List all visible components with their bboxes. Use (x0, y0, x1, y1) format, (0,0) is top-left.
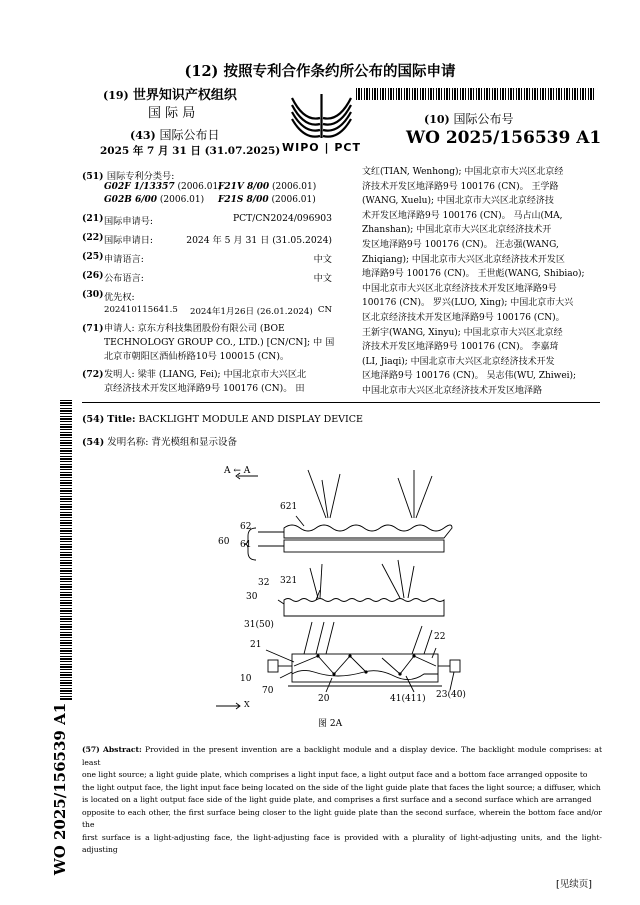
ipc-line-3 (104, 195, 204, 205)
field-72 (82, 368, 337, 396)
ipc-line-2 (218, 182, 316, 192)
title-en-label: Title: (107, 414, 136, 425)
abstract-line: first surface is a light-adjusting face, the light-adjusting face is provided with a plurality of light-adjusting units, and the light-adjusting (82, 832, 602, 854)
field-51 (82, 168, 174, 182)
field-30-number: (30) (82, 289, 104, 300)
inventor-line-2: 京经济技术开发区地泽路9号 100176 (CN)。 田 (104, 383, 305, 394)
fig-label-321: 321 (280, 576, 298, 586)
ipc-line-1 (104, 182, 222, 192)
priority-app-number: 202410115641.5 (104, 305, 178, 315)
inventors-right-column (362, 165, 602, 399)
priority-country: CN (317, 305, 332, 315)
org-name: 世界知识产权组织 (132, 88, 237, 103)
field-72-number: (72) (82, 369, 104, 380)
abstract-line: one light source; a light guide plate, which comprises a light input face, a light output face and a bottom face arranged opposite to (82, 770, 588, 779)
inventor-text-line: 王新宇(WANG, Xinyu); 中国北京市大兴区北京经 (362, 327, 563, 338)
inventor-text-line: 中国北京市大兴区北京经济技术开发区地泽路9号 (362, 283, 557, 294)
priority-row (104, 305, 332, 315)
field-22 (82, 232, 332, 246)
pubdate-label: 国际公布日 (159, 128, 220, 142)
field-21-number: (21) (82, 213, 104, 224)
abstract-line: the light output face, the light input face being located on the side of the light guide plate that faces the light source; a diffuser, which (82, 782, 601, 792)
title-zh-number: (54) (82, 437, 105, 448)
abstract-number: (57) (82, 745, 100, 754)
fig-label-21: 21 (250, 640, 262, 650)
abstract-line: is located on a light output face side of the light guide plate, and comprises a first surface and a second surface which are arranged (82, 795, 592, 804)
fig-label-60: 60 (218, 537, 230, 547)
section-divider (82, 402, 600, 403)
inventor-text-line: Zhanshan); 中国北京市大兴区北京经济技术开 (362, 225, 552, 236)
inventor-text-line: 术开发区地泽路9号 100176 (CN)。 马占山(MA, (362, 210, 563, 221)
applicant-line-2: TECHNOLOGY GROUP CO., LTD.) [CN/CN]; 中 国 (104, 337, 335, 348)
title-en (82, 414, 363, 425)
ipc-line-4 (218, 195, 316, 205)
field-51-label: 国际专利分类号: (106, 171, 175, 182)
pubno-label: 国际公布号 (453, 112, 514, 126)
inventor-text-line: 100176 (CN)。 罗兴(LUO, Xing); 中国北京市大兴 (362, 298, 574, 309)
fig-label-23: 23(40) (436, 690, 466, 700)
ipc-4-date: (2006.01) (271, 195, 316, 205)
field-25-number: (25) (82, 251, 104, 262)
continued-footer: [见续页] (556, 879, 592, 890)
applicant-line-1: 申请人: 京东方科技集团股份有限公司 (BOE (104, 323, 285, 334)
title-en-number: (54) (82, 414, 105, 425)
wipo-logo (274, 88, 369, 158)
inventor-text-line: 济技术开发区地泽路9号 100176 (CN)。 王学路 (362, 181, 559, 192)
field-22-value: 2024 年 5 月 31 日 (31.05.2024) (186, 235, 332, 246)
field-30 (82, 289, 332, 303)
field-25-value: 中文 (313, 254, 332, 265)
inventor-text-line: (LI, Jiaqi); 中国北京市大兴区北京经济技术开发 (362, 356, 555, 367)
abstract-line: opposite to each other, the first surface being closer to the light guide plate than the second surface, wherein the bottom face and/or the (82, 807, 602, 829)
inventor-text-line: 区北京经济技术开发区地泽路9号 100176 (CN)。 (362, 312, 565, 323)
title-en-text: BACKLIGHT MODULE AND DISPLAY DEVICE (138, 414, 363, 425)
priority-date: 2024年1月26日 (26.01.2024) (190, 307, 313, 317)
fig-label-10: 10 (240, 674, 252, 684)
inventor-text-line: 发区地泽路9号 100176 (CN)。 汪志强(WANG, (362, 239, 559, 250)
field-71 (82, 322, 337, 364)
ipc-3: G02B 6/00 (104, 195, 158, 205)
title-zh-text: 背光模组和显示设备 (151, 437, 237, 448)
inventor-text-line: 文红(TIAN, Wenhong); 中国北京市大兴区北京经 (362, 167, 564, 177)
pubno-label-block (424, 110, 514, 127)
ipc-4: F21S 8/00 (218, 195, 269, 205)
field-26-label: 公布语言: (104, 273, 144, 284)
fig-label-32: 32 (258, 578, 270, 588)
ipc-2: F21V 8/00 (218, 182, 270, 192)
fig-label-62: 62 (240, 522, 252, 532)
pubno-number: (10) (424, 113, 450, 126)
fig-label-61: 61 (240, 540, 252, 550)
field-30-label: 优先权: (104, 292, 135, 303)
inventor-text-line: 济技术开发区地泽路9号 100176 (CN)。 李嘉琦 (362, 342, 559, 353)
figure-2a (200, 460, 490, 715)
title-zh (82, 434, 237, 448)
abstract (82, 744, 602, 857)
abstract-label: Abstract: (102, 745, 142, 754)
fig-label-41: 41(411) (390, 694, 426, 704)
field-26-number: (26) (82, 270, 104, 281)
side-barcode (60, 400, 72, 700)
fig-label-70: 70 (262, 686, 274, 696)
fig-label-20: 20 (318, 694, 330, 704)
figure-caption: 图 2A (318, 719, 343, 729)
fig-label-aa: A ← A (224, 466, 251, 476)
ipc-2-date: (2006.01) (271, 182, 317, 192)
applicant-line-3: 北京市朝阳区酒仙桥路10号 100015 (CN)。 (104, 351, 290, 362)
fig-label-621: 621 (280, 502, 298, 512)
publication-number: WO 2025/156539 A1 (406, 128, 602, 148)
pubdate-number: (43) (130, 129, 156, 142)
field-22-number: (22) (82, 232, 104, 243)
abstract-line (82, 744, 602, 769)
fig-label-30: 30 (246, 592, 258, 602)
pubdate-label-block (130, 126, 220, 143)
ipc-1: G02F 1/13357 (104, 182, 175, 192)
title-zh-label: 发明名称: (107, 437, 149, 448)
abstract-text: Provided in the present invention are a backlight module and a display device. The backlight module comprises: at least (82, 745, 602, 767)
field-71-number: (71) (82, 323, 104, 334)
side-publication-number: WO 2025/156539 A1 (51, 702, 69, 876)
field-51-number: (51) (82, 171, 104, 182)
field-21-label: 国际申请号: (104, 216, 154, 227)
field-25-label: 申请语言: (104, 254, 144, 265)
bureau: 国 际 局 (148, 106, 196, 121)
fig-label-22: 22 (434, 632, 446, 642)
field-26 (82, 270, 332, 284)
inventor-line-1: 发明人: 梁菲 (LIANG, Fei); 中国北京市大兴区北 (104, 369, 307, 380)
wipo-logo-text: WIPO | PCT (282, 141, 361, 154)
inventor-text-line: 地泽路9号 100176 (CN)。 王世彪(WANG, Shibiao); (362, 269, 585, 280)
org-number: (19) (103, 89, 129, 102)
field-21-value: PCT/CN2024/096903 (232, 213, 332, 224)
inventor-text-line: (WANG, Xuelu); 中国北京市大兴区北京经济技 (362, 196, 554, 207)
field-25 (82, 251, 332, 265)
field-22-label: 国际申请日: (104, 235, 154, 246)
inventor-text-line: 区地泽路9号 100176 (CN)。 吴志伟(WU, Zhiwei); (362, 371, 577, 382)
org-block (103, 84, 253, 103)
fig-label-3150: 31(50) (244, 620, 274, 630)
top-barcode (356, 88, 596, 100)
inventor-text-line: Zhiqiang); 中国北京市大兴区北京经济技术开发区 (362, 254, 565, 265)
ipc-3-date: (2006.01) (159, 195, 205, 205)
ipc-1-date: (2006.01) (177, 182, 222, 192)
field-21 (82, 213, 332, 227)
field-26-value: 中文 (313, 273, 332, 284)
document-title: (12) 按照专利合作条约所公布的国际申请 (184, 63, 456, 80)
pubdate: 2025 年 7 月 31 日 (31.07.2025) (100, 145, 281, 157)
fig-label-x: X (244, 700, 250, 709)
inventor-text-line: 中国北京市大兴区北京经济技术开发区地泽路 (362, 385, 543, 396)
